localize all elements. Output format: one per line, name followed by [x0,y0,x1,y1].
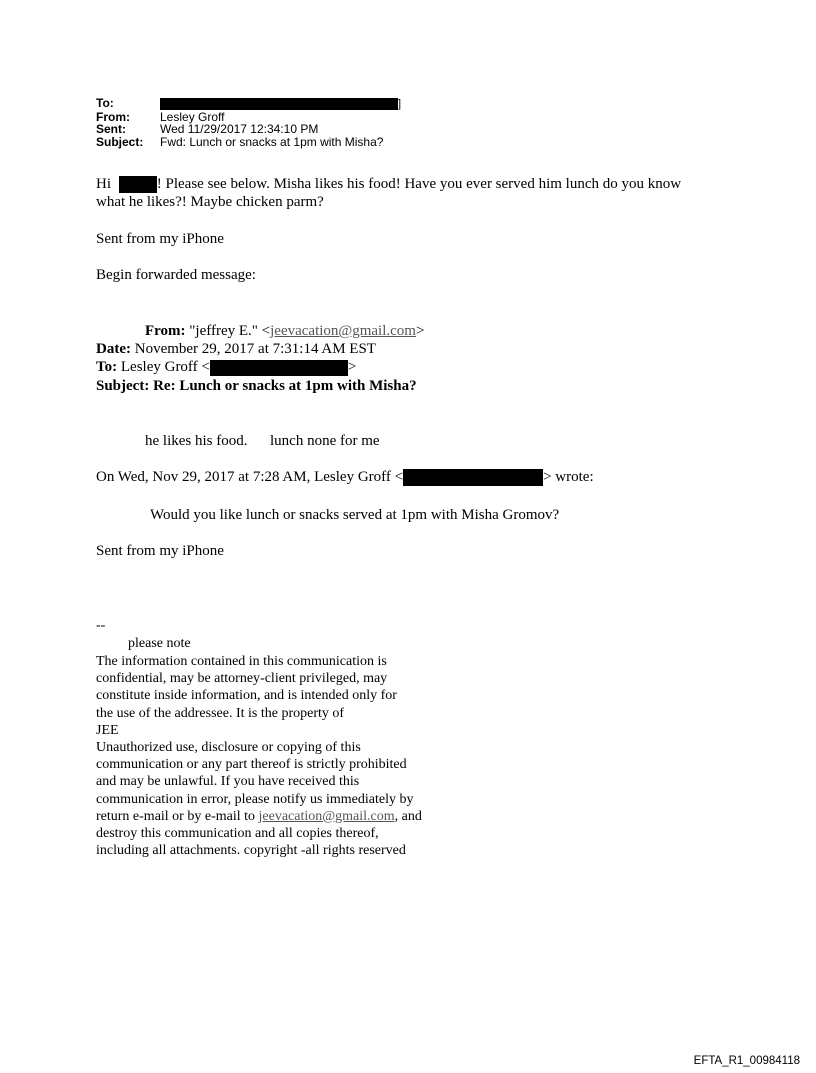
disclaimer-line: Unauthorized use, disclosure or copying of this [96,740,361,756]
body-line-1 [96,175,681,193]
from-value: Lesley Groff [160,109,225,124]
sent-value: Wed 11/29/2017 12:34:10 PM [160,122,319,136]
disclaimer-line: communication in error, please notify us immediately by [96,791,414,807]
fwd-to-row [96,358,356,376]
header-subject-row [96,136,401,149]
fwd-from-name: "jeffrey E." < [189,323,271,339]
body-line-2: what he likes?! Maybe chicken parm? [96,194,324,210]
fwd-subject: Subject: Re: Lunch or snacks at 1pm with Misha? [96,378,417,394]
disclaimer-line: confidential, may be attorney-client privileged, may [96,671,388,687]
disclaimer-email-link[interactable]: jeevacation@gmail.com [258,808,395,824]
fwd-subject-row [96,377,417,395]
redaction-box [210,360,348,376]
disclaimer-line: communication or any part thereof is strictly prohibited [96,757,407,773]
subject-value: Fwd: Lunch or snacks at 1pm with Misha? [160,134,384,149]
redaction-box [119,176,157,193]
subject-label: Subject: [96,134,144,149]
fwd-from-row [145,322,424,340]
email-header [96,97,401,148]
fwd-to-label: To: [96,359,118,375]
disclaimer-please-note: please note [128,636,191,651]
on-wed-pre: On Wed, Nov 29, 2017 at 7:28 AM, Lesley Groff < [96,469,404,485]
to-label: To: [96,96,114,110]
begin-forwarded: Begin forwarded message: [96,267,256,283]
disclaimer-line: JEE [96,722,119,738]
fwd-from-close: > [415,323,425,339]
disclaimer-line: constitute inside information, and is intended only for [96,688,397,704]
from-label: From: [96,109,130,124]
fwd-date-value: November 29, 2017 at 7:31:14 AM EST [134,341,376,357]
header-to-row [96,97,401,111]
on-wed-row [96,468,594,486]
fwd-date-row [96,340,376,358]
sent-label: Sent: [96,122,126,136]
disclaimer-dashes: -- [96,618,106,633]
greeting-hi: Hi [96,176,111,192]
disclaimer-line: The information contained in this communication is [96,654,387,669]
disclaimer-return-post: , and [394,808,422,824]
sent-from-iphone-2: Sent from my iPhone [96,543,224,559]
disclaimer-line: including all attachments. copyright -all rights reserved [96,843,406,859]
fwd-to-close: > [347,359,357,375]
redaction-box [403,469,543,486]
disclaimer-return-pre: return e-mail or by e-mail to [96,808,259,824]
quoted-text: Would you like lunch or snacks served at 1pm with Misha Gromov? [150,507,560,523]
fwd-from-email-link[interactable]: jeevacation@gmail.com [270,323,416,339]
disclaimer-line: and may be unlawful. If you have received this [96,774,360,790]
disclaimer-return-line [96,808,422,825]
body-line-1-rest: ! Please see below. Misha likes his food! Have you ever served him lunch do you know [156,176,682,192]
to-tail: ] [398,98,402,110]
redaction-box [160,98,398,110]
disclaimer-line: destroy this communication and all copies thereof, [96,826,379,842]
doc-id: EFTA_R1_00984118 [693,1055,800,1067]
fwd-from-label: From: [145,323,186,339]
disclaimer-body [96,653,422,859]
disclaimer-line: the use of the addressee. It is the property of [96,705,345,721]
reply-text: he likes his food. lunch none for me [145,433,380,449]
on-wed-post: > wrote: [543,469,594,485]
fwd-date-label: Date: [96,341,131,357]
sent-from-iphone-1: Sent from my iPhone [96,231,224,247]
fwd-to-value: Lesley Groff < [120,359,210,375]
